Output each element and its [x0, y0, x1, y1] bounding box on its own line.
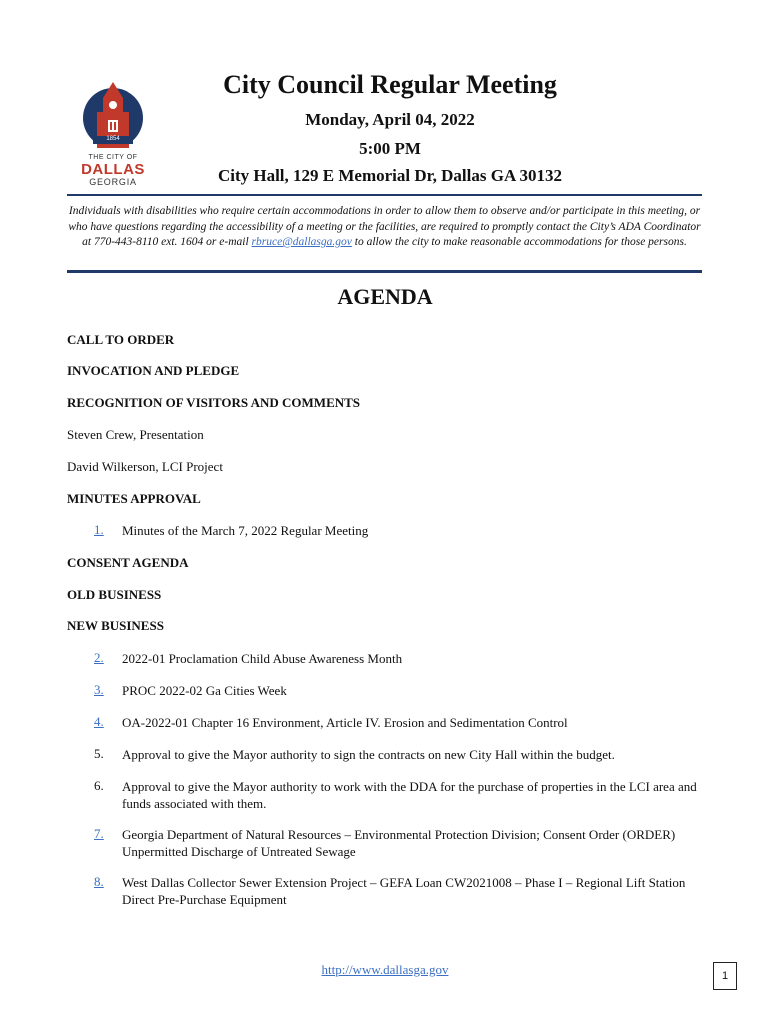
agenda-title: AGENDA: [337, 284, 433, 309]
agenda-item-text: 2022-01 Proclamation Child Abuse Awareness Month: [122, 651, 403, 666]
agenda-item-text: Minutes of the March 7, 2022 Regular Meeting: [122, 523, 369, 538]
section-invocation: INVOCATION AND PLEDGE: [67, 363, 240, 378]
meeting-location: City Hall, 129 E Memorial Dr, Dallas GA 30132: [217, 166, 563, 185]
item-number-link[interactable]: 2.: [94, 650, 104, 665]
logo-line1: THE CITY OF: [88, 154, 138, 161]
divider-bottom: [67, 270, 702, 273]
agenda-item-text: West Dallas Collector Sewer Extension Project – GEFA Loan CW2021008 – Phase I – Regional Lift Station Direct Pre-Purchase Equipment: [122, 875, 686, 907]
section-minutes: MINUTES APPROVAL: [67, 491, 201, 506]
notice-text-after: to allow the city to make reasonable accommodations for those persons.: [351, 236, 687, 248]
item-number: 6.: [94, 778, 104, 793]
agenda-item-text: OA-2022-01 Chapter 16 Environment, Article IV. Erosion and Sedimentation Control: [122, 715, 568, 730]
item-number-link[interactable]: 8.: [94, 874, 104, 889]
visitor-item: David Wilkerson, LCI Project: [67, 459, 223, 474]
notice-text-before: Individuals with disabilities who require certain accommodations in order to allow them to observe and/or participate in this meeting, or who have questions regarding the accessibility of a meeting or the facilities, are required to promptly contact the City’s ADA Coordinator at 770-443-8110 ext. 1604 or e-mail: [68, 205, 701, 248]
item-number-link[interactable]: 1.: [94, 522, 104, 537]
item-number-link[interactable]: 3.: [94, 682, 104, 697]
section-consent: CONSENT AGENDA: [67, 555, 189, 570]
clock-tower-icon: [81, 78, 145, 156]
agenda-item-text: Georgia Department of Natural Resources – Environmental Protection Division; Consent Order (ORDER) Unpermitted Discharge of Untreated Sewage: [122, 827, 676, 859]
section-recognition: RECOGNITION OF VISITORS AND COMMENTS: [67, 395, 361, 410]
page-number: 1: [713, 962, 737, 990]
meeting-date: Monday, April 04, 2022: [305, 110, 475, 129]
visitor-item: Steven Crew, Presentation: [67, 427, 204, 442]
logo-line2: DALLAS: [81, 161, 145, 178]
footer: [0, 962, 770, 978]
divider-top: [67, 194, 702, 196]
logo-year: 1854: [106, 136, 120, 142]
section-old-business: OLD BUSINESS: [67, 587, 162, 602]
agenda-item-text: Approval to give the Mayor authority to work with the DDA for the purchase of properties in the LCI area and funds associated with them.: [122, 779, 697, 811]
section-new-business: NEW BUSINESS: [67, 618, 164, 633]
item-number-link[interactable]: 4.: [94, 714, 104, 729]
section-call-to-order: CALL TO ORDER: [67, 332, 175, 347]
meeting-title: City Council Regular Meeting: [223, 70, 557, 99]
logo-line3: GEORGIA: [89, 177, 137, 187]
ada-email-link[interactable]: rbruce@dallasga.gov: [251, 236, 352, 248]
ada-notice: [67, 204, 702, 251]
item-number: 5.: [94, 746, 104, 761]
city-logo: [81, 78, 145, 188]
agenda-item-text: Approval to give the Mayor authority to sign the contracts on new City Hall within the budget.: [122, 747, 615, 762]
meeting-time: 5:00 PM: [359, 139, 421, 158]
agenda-item-text: PROC 2022-02 Ga Cities Week: [122, 683, 287, 698]
item-number-link[interactable]: 7.: [94, 826, 104, 841]
website-link[interactable]: http://www.dallasga.gov: [321, 962, 449, 977]
